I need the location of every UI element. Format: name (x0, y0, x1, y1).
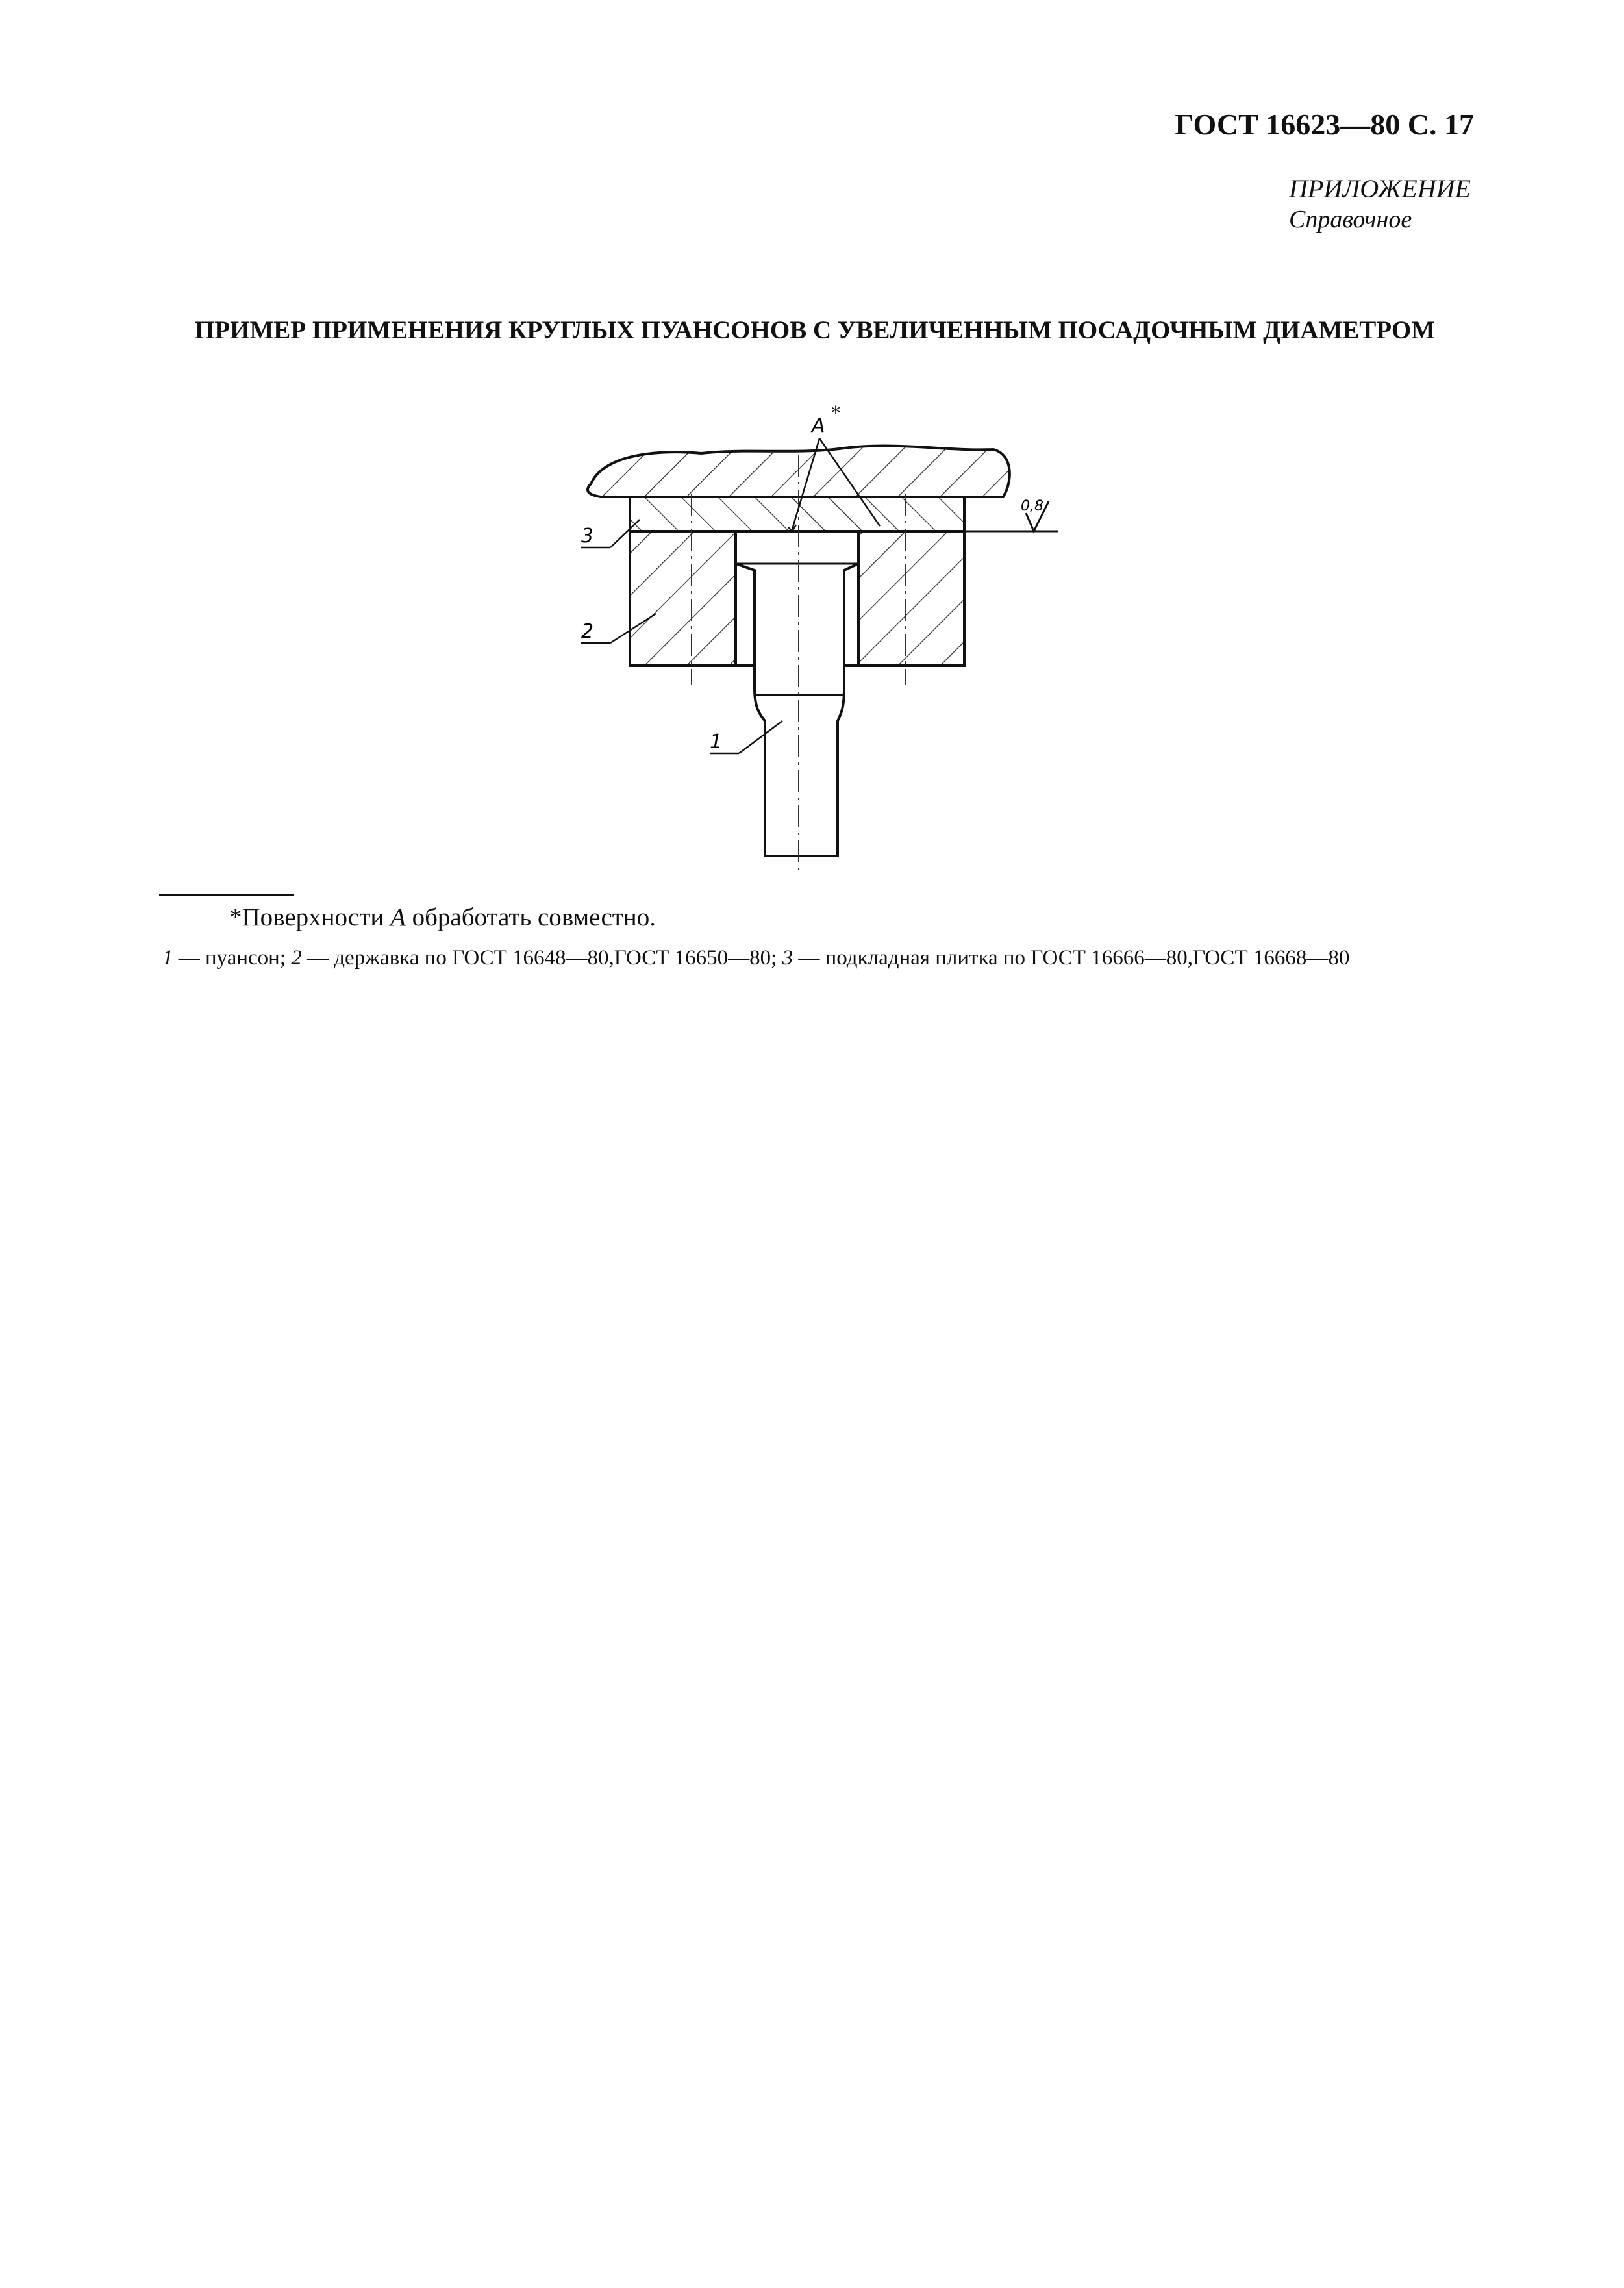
footnote-rule (159, 894, 294, 896)
callout-3: 3 (581, 525, 594, 547)
page-header: ГОСТ 16623—80 С. 17 (1175, 108, 1474, 141)
footnote: *Поверхности А обработать совместно. (229, 903, 656, 931)
callout-1: 1 (710, 731, 723, 753)
figure-legend: 1 — пуансон; 2 — державка по ГОСТ 16648—80,ГОСТ 16650—80; 3 — подкладная плитка по ГОСТ 16666—80,ГОСТ 16668—80 (162, 946, 1350, 970)
page-title: ПРИМЕР ПРИМЕНЕНИЯ КРУГЛЫХ ПУАНСОНОВ С УВЕЛИЧЕННЫМ ПОСАДОЧНЫМ ДИАМЕТРОМ (194, 316, 1436, 344)
roughness-value: 0,8 (1021, 498, 1043, 514)
punch-assembly-drawing (571, 390, 1065, 883)
punch (736, 531, 858, 856)
holder-left (630, 531, 736, 666)
surface-mark-star: * (831, 402, 840, 423)
appendix-label: ПРИЛОЖЕНИЕ (1289, 174, 1471, 203)
holder-right (858, 531, 964, 666)
surface-mark-label: A (812, 414, 825, 437)
appendix-sublabel: Справочное (1289, 206, 1412, 233)
callout-2: 2 (581, 620, 594, 643)
